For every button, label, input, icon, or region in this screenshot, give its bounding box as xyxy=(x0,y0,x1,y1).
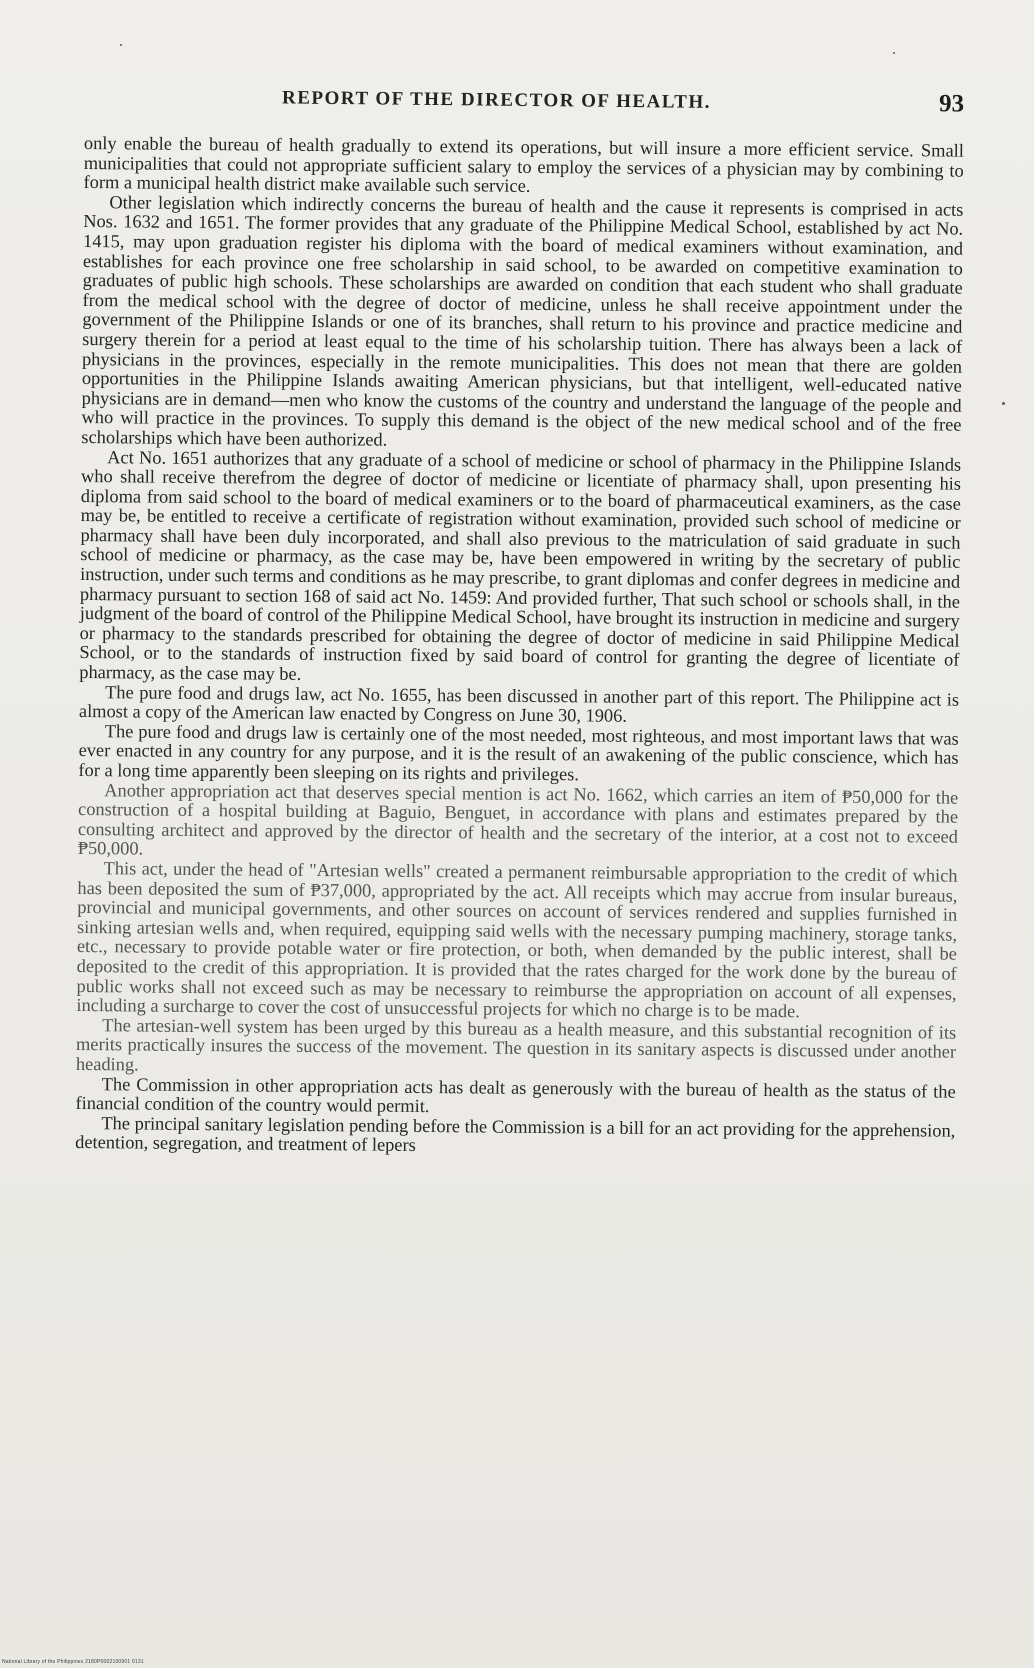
paragraph: Another appropriation act that deserves special mention is act No. 1662, which carries an item of ₱50,000 for the construction of a hospital building at Baguio, Benguet, in accordance with plans and estimates prepared by the consulting architect and approved by the director of health and the secretary of the interior, at a cost not to exceed ₱50,000. xyxy=(77,779,959,859)
paragraph: only enable the bureau of health gradually to extend its operations, but will insure a more efficient service. Small municipalities that could not appropriate sufficient salary to employ the services of a physician may by combining to form a municipal health district make available such service. xyxy=(83,133,964,197)
dust-speck xyxy=(1002,402,1005,405)
paragraph: The artesian-well system has been urged by this bureau as a health measure, and this substantial recognition of its merits practically insures the success of the movement. The question in its sanitary aspects is discussed under another heading. xyxy=(75,1014,957,1075)
paragraph: The principal sanitary legislation pending before the Commission is a bill for an act providing for the apprehension, detention, segregation, and treatment of lepers xyxy=(75,1112,956,1156)
body-text xyxy=(75,134,964,1161)
paragraph: This act, under the head of "Artesian wells" created a permanent reimbursable appropriation to the credit of which has been deposited the sum of ₱37,000, appropriated by the act. All receipts which may accrue from insular bureaus, provincial and municipal governments, and other sources on account of services rendered and supplies furnished in sinking artesian wells and, when required, equipping said wells with the necessary pumping machinery, storage tanks, etc., necessary to provide potable water or fire protection, or both, when demanded by the public interest, shall be deposited to the credit of this appropriation. It is provided that the rates charged for the work done by the bureau of public works shall not exceed such as may be necessary to reimburse the appropriation on account of all expenses, including a surcharge to cover the cost of unsuccessful projects for which no charge is to be made. xyxy=(76,858,958,1022)
page-header xyxy=(92,79,972,128)
dust-speck xyxy=(893,52,895,54)
page-number: 93 xyxy=(938,90,965,118)
dust-speck xyxy=(120,44,122,46)
paragraph: Other legislation which indirectly concerns the bureau of health and the cause it represents is comprised in acts Nos. 1632 and 1651. The former provides that any graduate of the Philippine Medical School, established by act No. 1415, may upon graduation register his diploma with the board of medical examiners without examination, and establishes for each province one free scholarship in said school, to be awarded on competitive examination to graduates of public high schools. These scholarships are awarded on condition that each student who shall graduate from the medical school with the degree of doctor of medicine, unless he shall receive appointment under the government of the Philippine Islands or one of its branches, shall return to his province and practice medicine and surgery therein for a period at least equal to the time of his scholarship tuition. There has always been a lack of physicians in the provinces, especially in the remote municipalities. This does not mean that there are golden opportunities in the Philippine Islands awaiting American physicians, but that intelligent, well-educated native physicians are in demand—men who know the customs of the country and understand the language of the people and who will practice in the provinces. To supply this demand is the object of the new medical school and of the free scholarships which have been authorized. xyxy=(81,192,964,450)
paragraph: The Commission in other appropriation acts has dealt as generously with the bureau of health as the status of the financial condition of the country would permit. xyxy=(75,1073,956,1117)
paragraph: The pure food and drugs law is certainly one of the most needed, most righteous, and most important laws that was ever enacted in any country for any purpose, and it is the result of an awakening of the public conscience, which has for a long time apparently been sleeping on its rights and privileges. xyxy=(78,721,959,785)
scan-credit: National Library of the Philippines 2180P0002100901 0131 xyxy=(2,1659,144,1665)
paragraph: Act No. 1651 authorizes that any graduate of a school of medicine or school of pharmacy in the Philippine Islands who shall receive therefrom the degree of doctor of medicine or licentiate of pharmacy shall, upon presenting his diploma from said school to the board of medical examiners or to the board of pharmaceutical examiners, as the case may be, be entitled to receive a certificate of registration without examination, provided such school of medicine or pharmacy shall have been duly incorporated, and shall also previous to the matriculation of said graduate in such school of medicine or pharmacy, as the case may be, have been empowered in writing by the secretary of public instruction, under such terms and conditions as he may prescribe, to grant diplomas and confer degrees in medicine and pharmacy pursuant to section 168 of said act No. 1459: And provided further, That such school or schools shall, in the judgment of the board of control of the Philippine Medical School, have brought its instruction in medicine and surgery or pharmacy to the standards prescribed for obtaining the degree of doctor of medicine in said Philippine Medical School, or to the standards of instruction fixed by said board of control for granting the degree of licentiate of pharmacy, as the case may be. xyxy=(79,446,962,684)
running-head: REPORT OF THE DIRECTOR OF HEALTH. xyxy=(281,87,712,113)
paragraph: The pure food and drugs law, act No. 1655, has been discussed in another part of this report. The Philippine act is almost a copy of the American law enacted by Congress on June 30, 1906. xyxy=(78,681,960,726)
